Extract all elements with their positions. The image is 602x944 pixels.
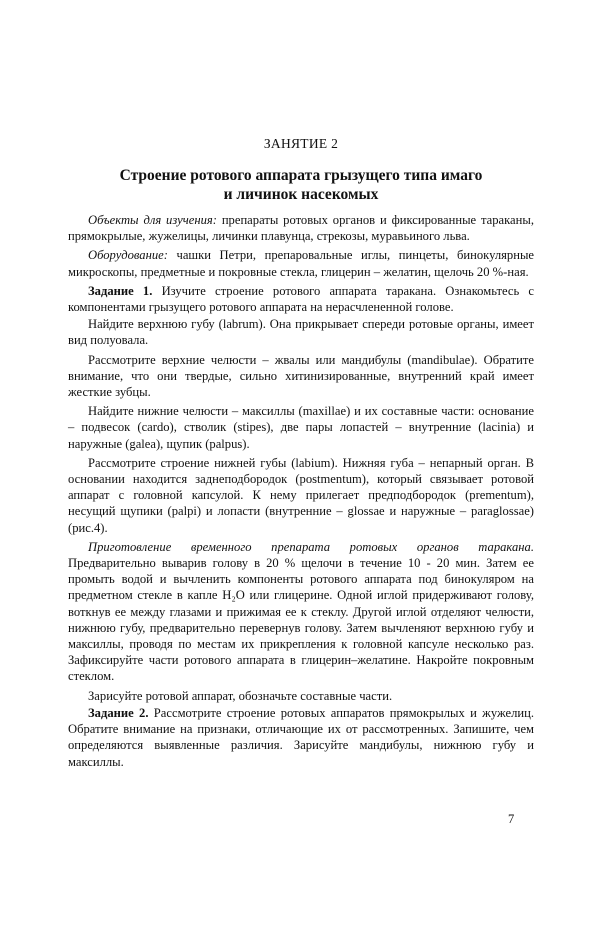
paragraph-labrum [68, 316, 534, 348]
paragraph-maxillae [68, 403, 534, 452]
paragraph-objects [68, 212, 534, 244]
paragraph-lead: Объекты для изучения: [88, 213, 217, 227]
paragraph-text: Предварительно выварив голову в 20 % щелочи в течение 10 - 20 мин. Затем ее промыть водой и вычленить компоненты ротового аппарата под бинокуляром на предметном стекле в капле H₂O или глицерине. Одной иглой придерживают голову, воткнув ее между глазами и прижимая ее к стеклу. Другой иглой отделяют челюсти, нижнюю губу, предварительно перевернув голову. Затем вычленяют верхнюю губу и максиллы, проводя по местам их прикрепления к головной капсуле несколько раз. Зафиксируйте части ротового аппарата в глицерин–желатине. Накройте покровным стеклом. [68, 556, 534, 684]
paragraph-draw [68, 688, 534, 704]
paragraph-lead: Задание 2. [88, 705, 149, 720]
paragraph-text: Изучите строение ротового аппарата таракана. Ознакомьтесь с компонентами грызущего ротового аппарата на нерасчлененной голове. [68, 283, 534, 315]
title-line-1: Строение ротового аппарата грызущего типа имаго [119, 167, 483, 184]
paragraph-text: Найдите нижние челюсти – максиллы (maxillae) и их составные части: основание – подвесок (cardo), стволик (stipes), две пары лопастей – внутренние (lacinia) и наружные (galea), щупик (palpus). [68, 404, 534, 451]
paragraph-text: Рассмотрите строение ротовых аппаратов прямокрылых и жужелиц. Обратите внимание на признаки, отличающие их от рассмотренных. Запишите, чем определяются выявленные различия. Зарисуйте мандибулы, нижнюю губу и максиллы. [68, 705, 534, 769]
paragraph-task-2 [68, 705, 534, 770]
paragraph-lead: Задание 1. [88, 283, 153, 298]
page-number: 7 [508, 812, 515, 826]
paragraph-text: Зарисуйте ротовой аппарат, обозначьте составные части. [88, 688, 393, 703]
paragraph-text: Найдите верхнюю губу (labrum). Она прикрывает спереди ротовые органы, имеет вид полуовала. [68, 317, 534, 348]
body-text [68, 212, 534, 773]
paragraph-mandibles [68, 352, 534, 401]
paragraph-text: препараты ротовых органов и фиксированные тараканы, прямокрылые, жужелицы, личинки плавунца, стрекозы, муравьиного льва. [68, 213, 534, 244]
paragraph-equipment [68, 247, 534, 279]
paragraph-text: Рассмотрите строение нижней губы (labium). Нижняя губа – непарный орган. В основании находится заднеподбородок (postmentum), который связывает ротовой аппарат с головной капсулой. К нему прилегает предподбородок (prementum), несущий щупики (palpi) и лопасти (внутренние – glossae и наружные – paraglossae) (рис.4). [68, 455, 534, 535]
paragraph-text: Рассмотрите верхние челюсти – жвалы или мандибулы (mandibulae). Обратите внимание, что они твердые, сильно хитинизированные, внутренний край имеет жесткие зубцы. [68, 352, 534, 400]
paragraph-text: чашки Петри, препаровальные иглы, пинцеты, бинокулярные микроскопы, предметные и покровные стекла, глицерин – желатин, щелочь 20 %-ная. [68, 248, 534, 279]
paragraph-lead: Приготовление временного препарата ротовых органов таракана. [88, 539, 534, 554]
title-line-2: и личинок насекомых [223, 186, 379, 203]
lesson-heading: ЗАНЯТИЕ 2 [263, 136, 339, 151]
page-title [60, 166, 542, 204]
paragraph-labium [68, 455, 534, 536]
paragraph-task-1 [68, 283, 534, 315]
paragraph-preparation [68, 539, 534, 685]
paragraph-lead: Оборудование: [88, 248, 168, 263]
